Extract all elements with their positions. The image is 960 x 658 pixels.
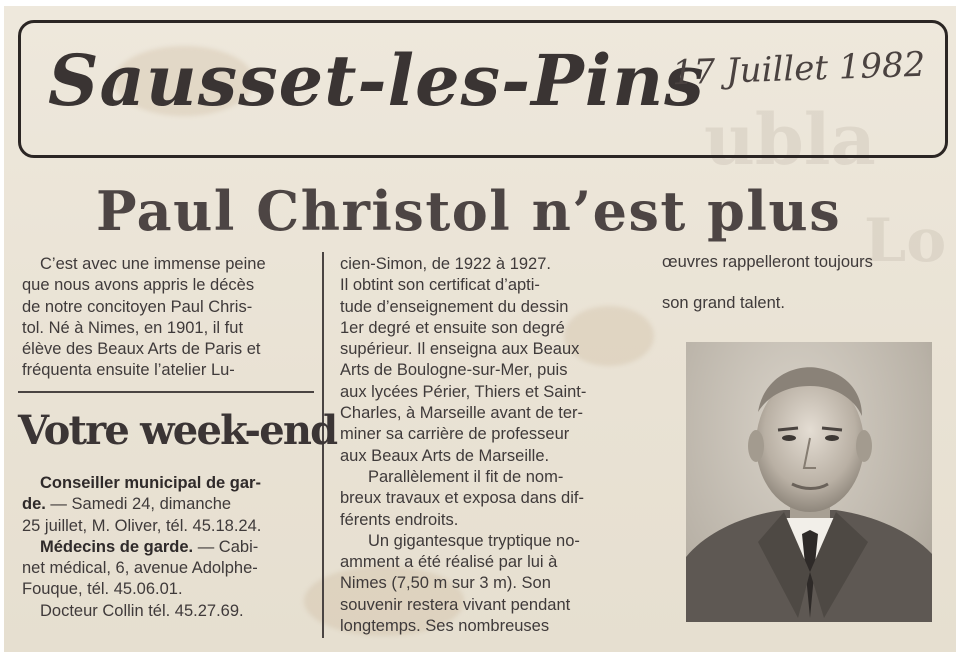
article-line: amment a été réalisé par lui à [340, 553, 558, 572]
article-line: tol. Né à Nimes, en 1901, il fut [22, 318, 244, 337]
conseiller-dates: — Samedi 24, dimanche [45, 495, 232, 514]
article-column-3 [662, 252, 952, 315]
weekend-line: 25 juillet, M. Oliver, tél. 45.18.24. [22, 516, 262, 535]
weekend-line [22, 473, 318, 494]
article-line: tude d’enseignement du dessin [340, 297, 569, 316]
weekend-line [22, 494, 318, 515]
article-headline: Paul Christol n’est plus [96, 179, 842, 243]
weekend-section-title: Votre week-end [18, 407, 337, 454]
article-line: Parallèlement il fit de nom- [368, 467, 564, 486]
weekend-line: net médical, 6, avenue Adolphe- [22, 559, 258, 578]
article-column-2 [340, 254, 640, 637]
article-line: supérieur. Il enseigna aux Beaux [340, 340, 580, 359]
article-line: Charles, à Marseille avant de ter- [340, 404, 584, 423]
article-line: Arts de Boulogne-sur-Mer, puis [340, 361, 568, 380]
article-line: Un gigantesque tryptique no- [368, 531, 580, 550]
article-line: C’est avec une immense peine [40, 255, 266, 273]
article-line: de notre concitoyen Paul Chris- [22, 297, 253, 316]
weekend-section-body [22, 473, 318, 622]
handwritten-date: 17 Juillet 1982 [671, 44, 926, 94]
article-line: aux Beaux Arts de Marseille. [340, 446, 550, 465]
article-line: aux lycées Périer, Thiers et Saint- [340, 382, 587, 401]
article-line: cien-Simon, de 1922 à 1927. [340, 255, 551, 273]
article-line: férents endroits. [340, 510, 459, 529]
article-line: que nous avons appris le décès [22, 276, 255, 295]
article-line: œuvres rappelleront toujours [662, 253, 873, 271]
article-line: fréquenta ensuite l’atelier Lu- [22, 361, 235, 380]
medecins-label: Médecins de garde. [40, 537, 194, 556]
newspaper-clipping [4, 6, 956, 652]
portrait-illustration [686, 342, 932, 622]
reverse-side-bleed: Lo [864, 206, 947, 276]
town-name: Sausset-les-Pins [48, 39, 705, 122]
article-line: miner sa carrière de professeur [340, 425, 570, 444]
portrait-photo [686, 342, 932, 622]
article-column-1 [22, 254, 312, 382]
section-divider [18, 391, 314, 393]
medecins-text: — Cabi- [193, 537, 259, 556]
article-line: breux travaux et exposa dans dif- [340, 489, 584, 508]
article-line: souvenir restera vivant pendant [340, 595, 571, 614]
article-line: 1er degré et ensuite son degré [340, 318, 565, 337]
weekend-line: Fouque, tél. 45.06.01. [22, 580, 183, 599]
weekend-line [22, 537, 318, 558]
article-line: élève des Beaux Arts de Paris et [22, 340, 261, 359]
article-line: longtemps. Ses nombreuses [340, 617, 550, 636]
article-line: Nimes (7,50 m sur 3 m). Son [340, 574, 551, 593]
weekend-line: Docteur Collin tél. 45.27.69. [40, 601, 244, 620]
conseiller-label: Conseiller municipal de gar- [40, 474, 261, 492]
reverse-side-bleed: ubla [704, 98, 876, 181]
article-line: son grand talent. [662, 294, 785, 313]
conseiller-label-end: de. [22, 495, 46, 514]
article-line: Il obtint son certificat d’apti- [340, 276, 540, 295]
